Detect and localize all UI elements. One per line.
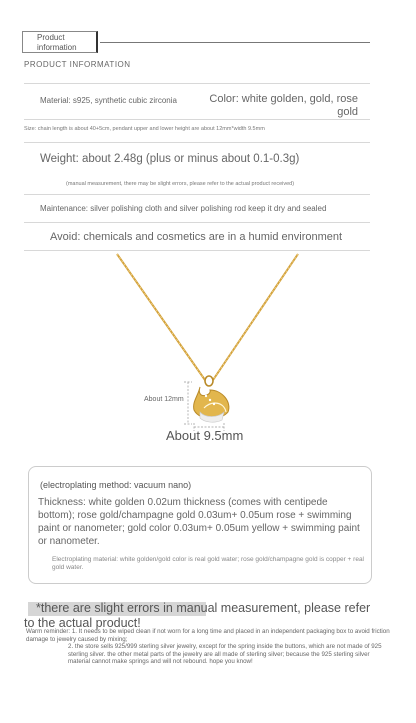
warm-reminder-2: 2. the store sells 925/999 sterling silver jewelry, except for the spring inside the buttons, which are not made of 925 sterling silver. the other metal parts of the jewelry are all made of sterling silver; because the 925 sterling silver material cannot make springs and will not rebound. hope you know! (68, 643, 382, 666)
plating-method: (electroplating method: vacuum nano) (40, 480, 192, 490)
size-spec: Size: chain length is about 40+5cm, pendant upper and lower height are about 12mm*width 9.5mm (24, 126, 265, 132)
plating-thickness: Thickness: white golden 0.02um thickness (comes with centipede bottom); rose gold/champagne gold 0.03um+ 0.05um rose + swimming paint or nanometer; gold color 0.03um+ 0.05um yellow + swimming paint or nanometer. (38, 497, 360, 547)
maintenance-spec: Maintenance: silver polishing cloth and silver polishing rod keep it dry and sealed (40, 204, 327, 213)
divider (24, 142, 370, 143)
necklace-image (0, 250, 416, 450)
header-divider (100, 42, 370, 43)
weight-spec: Weight: about 2.48g (plus or minus about 0.1-0.3g) (40, 153, 300, 165)
color-spec: Color: white golden, gold, rose gold (209, 93, 358, 118)
width-label: About 9.5mm (166, 428, 244, 443)
header-label: Product information (37, 33, 77, 52)
weight-note: (manual measurement, there may be slight errors, please refer to the actual product received) (66, 181, 295, 187)
chain-icon (117, 254, 298, 380)
swan-pendant-icon (194, 376, 229, 422)
divider (24, 119, 370, 120)
divider (24, 83, 370, 84)
avoid-spec: Avoid: chemicals and cosmetics are in a humid environment (50, 231, 343, 243)
divider (24, 194, 370, 195)
plating-material-note: Electroplating material: white golden/gold color is real gold water; rose gold/champagne gold is copper + real gold water. (52, 556, 364, 571)
material-spec: Material: s925, synthetic cubic zirconia (40, 96, 177, 105)
header-label-box (22, 31, 98, 53)
warm-reminder (26, 628, 392, 666)
divider (24, 222, 370, 223)
section-title: PRODUCT INFORMATION (24, 60, 131, 69)
warm-reminder-1: Warm reminder: 1. It needs to be wiped clean if not worn for a long time and placed in an independent packaging box to avoid friction damage to jewelry caused by mixing; (26, 628, 390, 643)
notice-errors: *there are slight errors in manual measurement, please refer to the actual product! (24, 601, 371, 630)
height-label: About 12mm (144, 396, 184, 403)
